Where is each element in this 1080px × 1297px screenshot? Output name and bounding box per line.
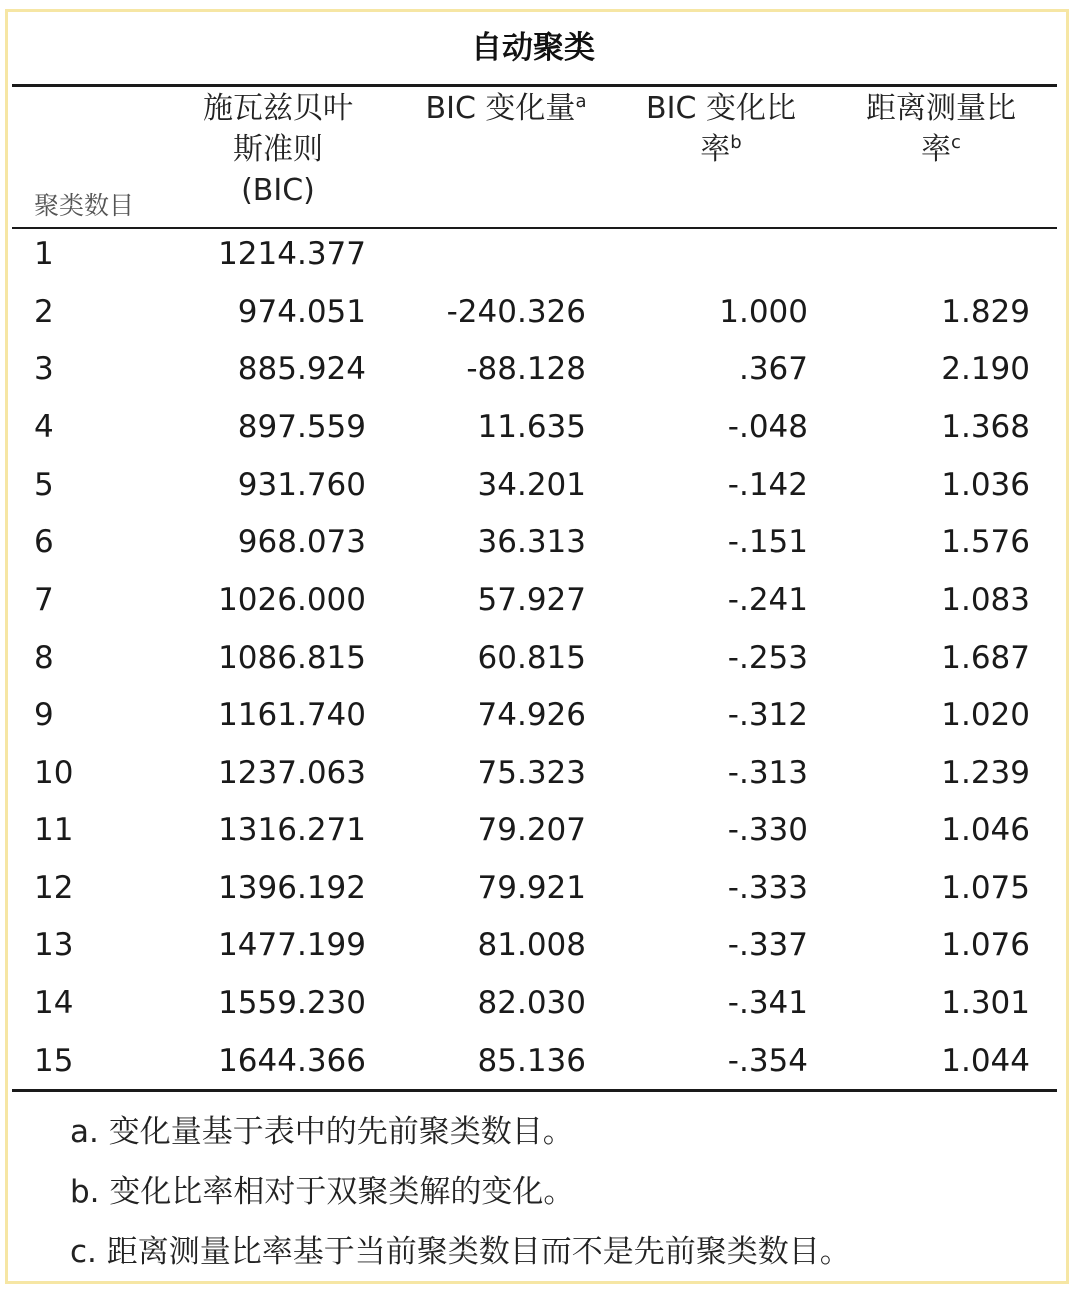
column-header-distance-ratio-line-2: 率 xyxy=(921,132,952,167)
cell-distance-ratio: 1.829 xyxy=(941,294,1030,330)
table-row xyxy=(0,457,1066,514)
cell-cluster-count: 1 xyxy=(34,236,54,272)
cell-bic-change: -88.128 xyxy=(466,351,586,387)
table-row xyxy=(0,284,1066,341)
column-header-distance-ratio xyxy=(846,88,1036,170)
cell-bic: 1396.192 xyxy=(218,870,366,906)
column-header-bic xyxy=(180,88,376,211)
footnote-ref-c: c xyxy=(951,132,961,153)
cell-bic-change: 79.921 xyxy=(477,870,586,906)
cell-cluster-count: 12 xyxy=(34,870,74,906)
cell-bic: 1026.000 xyxy=(218,582,366,618)
column-header-bic-ratio-line-2: 率 xyxy=(700,132,731,167)
cell-bic: 1559.230 xyxy=(218,985,366,1021)
table-row xyxy=(0,745,1066,802)
cell-bic-change: 85.136 xyxy=(477,1043,586,1079)
footnote-c: c. 距离测量比率基于当前聚类数目而不是先前聚类数目。 xyxy=(70,1234,851,1270)
cell-cluster-count: 15 xyxy=(34,1043,74,1079)
cell-bic-change: 60.815 xyxy=(477,640,586,676)
table-row xyxy=(0,226,1066,283)
column-header-bic-ratio-line-1: BIC 变化比 xyxy=(646,91,796,126)
cell-distance-ratio: 1.020 xyxy=(941,697,1030,733)
table-title: 自动聚类 xyxy=(471,30,595,66)
cell-bic-ratio: 1.000 xyxy=(719,294,808,330)
column-header-bic-change-line-1: BIC 变化量 xyxy=(425,91,576,126)
cell-bic-ratio: -.313 xyxy=(727,755,808,791)
table-row xyxy=(0,860,1066,917)
cell-bic: 1477.199 xyxy=(218,927,366,963)
cell-bic: 897.559 xyxy=(237,409,366,445)
cell-bic-ratio: -.151 xyxy=(727,524,808,560)
cell-bic-change: 34.201 xyxy=(477,467,586,503)
footnote-a: a. 变化量基于表中的先前聚类数目。 xyxy=(70,1114,574,1150)
cell-bic-change: 79.207 xyxy=(477,812,586,848)
cell-bic: 974.051 xyxy=(237,294,366,330)
cell-bic: 1214.377 xyxy=(218,236,366,272)
footnote-ref-a: a xyxy=(575,91,587,112)
table-row xyxy=(0,514,1066,571)
cell-cluster-count: 2 xyxy=(34,294,54,330)
cell-bic-change: -240.326 xyxy=(446,294,586,330)
footnote-ref-b: b xyxy=(730,132,742,153)
cell-bic: 1237.063 xyxy=(218,755,366,791)
cell-distance-ratio: 1.046 xyxy=(941,812,1030,848)
cell-bic-ratio: -.333 xyxy=(727,870,808,906)
cell-cluster-count: 5 xyxy=(34,467,54,503)
cell-bic: 885.924 xyxy=(237,351,366,387)
cell-cluster-count: 11 xyxy=(34,812,74,848)
cell-distance-ratio: 1.083 xyxy=(941,582,1030,618)
table-row xyxy=(0,1033,1066,1090)
cell-distance-ratio: 1.036 xyxy=(941,467,1030,503)
cell-bic: 1161.740 xyxy=(218,697,366,733)
cell-cluster-count: 14 xyxy=(34,985,74,1021)
column-header-distance-ratio-line-1: 距离测量比 xyxy=(866,91,1016,126)
cell-distance-ratio: 2.190 xyxy=(941,351,1030,387)
column-header-bic-line-2: 斯准则 xyxy=(233,132,323,167)
cell-bic: 1086.815 xyxy=(218,640,366,676)
cell-bic-change: 81.008 xyxy=(477,927,586,963)
cell-cluster-count: 3 xyxy=(34,351,54,387)
table-row xyxy=(0,341,1066,398)
cell-bic-ratio: -.142 xyxy=(727,467,808,503)
table-row xyxy=(0,975,1066,1032)
table-row xyxy=(0,687,1066,744)
table-bottom-rule xyxy=(12,1089,1057,1092)
cell-bic-ratio: -.253 xyxy=(727,640,808,676)
table-row xyxy=(0,630,1066,687)
cell-bic-ratio: -.241 xyxy=(727,582,808,618)
cell-bic-change: 75.323 xyxy=(477,755,586,791)
cell-bic-change: 57.927 xyxy=(477,582,586,618)
column-header-bic-ratio xyxy=(626,88,816,170)
cell-bic-ratio: -.354 xyxy=(727,1043,808,1079)
table-row xyxy=(0,399,1066,456)
cell-cluster-count: 13 xyxy=(34,927,74,963)
table-row xyxy=(0,917,1066,974)
cell-cluster-count: 7 xyxy=(34,582,54,618)
footnote-b: b. 变化比率相对于双聚类解的变化。 xyxy=(70,1174,575,1210)
cell-cluster-count: 9 xyxy=(34,697,54,733)
table-row xyxy=(0,802,1066,859)
cell-bic-ratio: -.048 xyxy=(727,409,808,445)
cell-cluster-count: 10 xyxy=(34,755,74,791)
cell-bic: 931.760 xyxy=(237,467,366,503)
cell-bic: 1316.271 xyxy=(218,812,366,848)
cell-bic-ratio: -.330 xyxy=(727,812,808,848)
cell-bic-change: 74.926 xyxy=(477,697,586,733)
cell-bic-ratio: -.337 xyxy=(727,927,808,963)
column-header-bic-change xyxy=(406,88,606,129)
cell-distance-ratio: 1.076 xyxy=(941,927,1030,963)
cell-cluster-count: 6 xyxy=(34,524,54,560)
cell-bic-change: 11.635 xyxy=(477,409,586,445)
cell-bic-change: 82.030 xyxy=(477,985,586,1021)
cell-distance-ratio: 1.301 xyxy=(941,985,1030,1021)
header-top-rule xyxy=(12,84,1057,87)
cell-bic-ratio: -.312 xyxy=(727,697,808,733)
cell-bic-ratio: .367 xyxy=(738,351,808,387)
cell-bic-change: 36.313 xyxy=(477,524,586,560)
column-header-bic-line-3: (BIC) xyxy=(241,173,315,208)
cell-bic: 1644.366 xyxy=(218,1043,366,1079)
cell-cluster-count: 8 xyxy=(34,640,54,676)
cell-distance-ratio: 1.687 xyxy=(941,640,1030,676)
row-header-cluster-count: 聚类数目 xyxy=(34,191,135,220)
cell-distance-ratio: 1.239 xyxy=(941,755,1030,791)
cell-bic-ratio: -.341 xyxy=(727,985,808,1021)
cell-distance-ratio: 1.075 xyxy=(941,870,1030,906)
cell-distance-ratio: 1.368 xyxy=(941,409,1030,445)
cell-distance-ratio: 1.576 xyxy=(941,524,1030,560)
column-header-bic-line-1: 施瓦兹贝叶 xyxy=(203,91,353,126)
table-row xyxy=(0,572,1066,629)
cell-cluster-count: 4 xyxy=(34,409,54,445)
cell-bic: 968.073 xyxy=(237,524,366,560)
cell-distance-ratio: 1.044 xyxy=(941,1043,1030,1079)
